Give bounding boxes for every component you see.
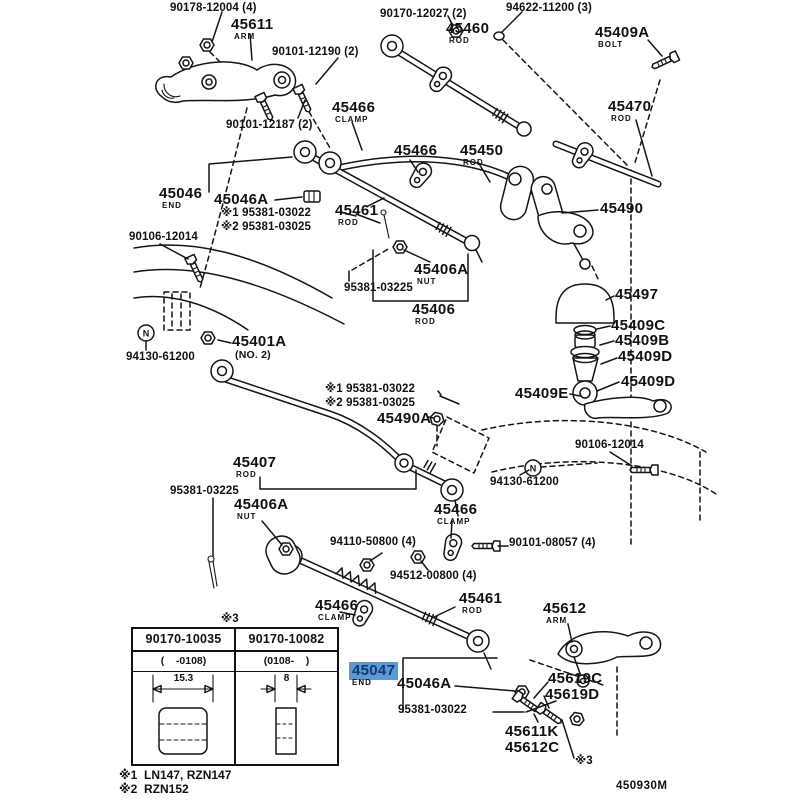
part-sublabel: ROD bbox=[338, 218, 359, 228]
dimension-value: 8 bbox=[283, 673, 290, 684]
part-number: 45612 bbox=[543, 600, 587, 617]
part-number: 45407 bbox=[233, 454, 277, 471]
part-number: 45409B bbox=[615, 332, 670, 349]
part-label[interactable] bbox=[221, 207, 311, 219]
part-number: 45466 bbox=[434, 501, 478, 518]
part-number: 45046 bbox=[159, 185, 203, 202]
part-label[interactable] bbox=[126, 351, 195, 363]
part-label[interactable] bbox=[272, 46, 359, 58]
part-number: 90101-12190 (2) bbox=[272, 46, 359, 58]
footnotes bbox=[119, 768, 231, 796]
part-label[interactable] bbox=[490, 476, 559, 488]
part-sublabel: ROD bbox=[611, 114, 632, 124]
part-number: 45409E bbox=[515, 385, 569, 402]
part-label[interactable] bbox=[543, 601, 586, 626]
part-number: 94110-50800 (4) bbox=[330, 536, 416, 548]
part-number: 45461 bbox=[335, 202, 379, 219]
part-sublabel: ROD bbox=[462, 606, 483, 616]
part-label[interactable] bbox=[330, 536, 416, 548]
part-label[interactable] bbox=[595, 25, 649, 50]
part-label[interactable] bbox=[509, 537, 596, 549]
part-sublabel: NUT bbox=[417, 277, 437, 287]
part-number: 95381-03225 bbox=[344, 282, 413, 294]
part-sublabel: ROD bbox=[236, 470, 257, 480]
table-part-number[interactable]: 90170-10035 bbox=[133, 629, 234, 652]
part-label[interactable] bbox=[575, 755, 593, 767]
part-number: 90101-08057 (4) bbox=[509, 537, 596, 549]
part-sublabel: END bbox=[162, 201, 182, 211]
part-label-highlighted[interactable] bbox=[349, 663, 398, 688]
table-part-number[interactable]: 90170-10082 bbox=[236, 629, 337, 652]
part-number: 90170-12027 (2) bbox=[380, 8, 467, 20]
part-label[interactable] bbox=[608, 99, 651, 124]
part-number: ※3 bbox=[575, 755, 593, 767]
part-label[interactable] bbox=[505, 724, 559, 740]
part-label[interactable] bbox=[380, 8, 467, 20]
part-number: 45619D bbox=[545, 686, 600, 703]
applicability-table bbox=[131, 627, 339, 766]
part-label[interactable] bbox=[434, 502, 477, 527]
part-number: 45611K bbox=[505, 723, 559, 740]
part-sublabel: NUT bbox=[237, 512, 257, 522]
nut-drawing bbox=[236, 672, 336, 762]
part-number: 90178-12004 (4) bbox=[170, 2, 257, 14]
drawing-number: 450930M bbox=[616, 780, 668, 792]
part-number: 90106-12014 bbox=[129, 231, 198, 243]
part-sublabel: ROD bbox=[463, 158, 484, 168]
part-number: 45406A bbox=[234, 496, 289, 513]
part-label[interactable] bbox=[335, 203, 378, 228]
part-label[interactable] bbox=[460, 143, 503, 168]
part-number: 90106-12014 bbox=[575, 439, 644, 451]
part-number: ※1 95381-03022 bbox=[221, 207, 311, 219]
part-number: 45409D bbox=[621, 373, 676, 390]
part-label[interactable] bbox=[545, 687, 599, 703]
part-number: ※1 95381-03022 bbox=[325, 383, 415, 395]
part-label[interactable] bbox=[325, 397, 415, 409]
part-number: 95381-03022 bbox=[398, 704, 467, 716]
part-number: 45619C bbox=[548, 670, 603, 687]
part-sublabel: ROD bbox=[449, 36, 470, 46]
part-label[interactable] bbox=[226, 119, 313, 131]
part-number: 45409D bbox=[618, 348, 673, 365]
part-number: 45450 bbox=[460, 142, 504, 159]
part-label[interactable] bbox=[231, 17, 273, 42]
part-label[interactable] bbox=[344, 282, 413, 294]
part-number: 45409A bbox=[595, 24, 650, 41]
part-sublabel: CLAMP bbox=[335, 115, 369, 125]
part-label[interactable] bbox=[398, 704, 467, 716]
part-sublabel: BOLT bbox=[598, 40, 624, 50]
part-label[interactable] bbox=[397, 676, 451, 692]
part-label[interactable] bbox=[412, 302, 455, 327]
part-label[interactable] bbox=[621, 374, 675, 390]
nut-drawing-cell bbox=[236, 672, 337, 764]
part-number: ※2 95381-03025 bbox=[325, 397, 415, 409]
part-label[interactable] bbox=[377, 411, 431, 427]
part-label[interactable] bbox=[414, 262, 468, 287]
part-sublabel: CLAMP bbox=[437, 517, 471, 527]
table-column bbox=[236, 629, 337, 764]
part-label[interactable] bbox=[170, 2, 257, 14]
part-label[interactable] bbox=[390, 570, 477, 582]
part-number: 45406 bbox=[412, 301, 456, 318]
part-number: 95381-03225 bbox=[170, 485, 239, 497]
part-number: 94130-61200 bbox=[490, 476, 559, 488]
part-label[interactable] bbox=[221, 221, 311, 233]
part-number: 45406A bbox=[414, 261, 469, 278]
part-label[interactable] bbox=[233, 455, 276, 480]
part-number: ※2 95381-03025 bbox=[221, 221, 311, 233]
part-number: 94130-61200 bbox=[126, 351, 195, 363]
part-sublabel: (NO. 2) bbox=[235, 349, 271, 362]
footnote: ※1 LN147, RZN147 bbox=[119, 768, 232, 782]
part-sublabel: CLAMP bbox=[318, 613, 352, 623]
part-label[interactable] bbox=[214, 192, 268, 208]
part-label[interactable] bbox=[325, 383, 415, 395]
part-number: 45461 bbox=[459, 590, 503, 607]
part-label[interactable] bbox=[315, 598, 358, 623]
part-sublabel: END bbox=[352, 678, 372, 688]
part-label[interactable] bbox=[234, 497, 288, 522]
part-label[interactable] bbox=[332, 100, 375, 125]
part-number: 45460 bbox=[446, 20, 490, 37]
part-label[interactable] bbox=[446, 21, 489, 46]
svg-text:N: N bbox=[529, 463, 537, 474]
nut-drawing-cell bbox=[133, 672, 234, 764]
part-sublabel: ARM bbox=[234, 32, 256, 42]
part-label[interactable] bbox=[515, 386, 569, 402]
part-number: 45490A bbox=[377, 410, 432, 427]
part-label[interactable] bbox=[159, 186, 202, 211]
part-label[interactable] bbox=[615, 333, 669, 349]
part-label[interactable] bbox=[600, 201, 643, 217]
table-date-range: (0108- ) bbox=[236, 652, 337, 672]
part-number: 45046A bbox=[397, 675, 452, 692]
part-number: 45470 bbox=[608, 98, 652, 115]
part-label[interactable] bbox=[575, 439, 644, 451]
part-number: 90101-12187 (2) bbox=[226, 119, 313, 131]
nut-drawing bbox=[133, 672, 233, 762]
part-number: 45612C bbox=[505, 739, 560, 756]
table-column bbox=[133, 629, 236, 764]
part-number: 94622-11200 (3) bbox=[506, 2, 592, 14]
part-label[interactable] bbox=[232, 334, 286, 362]
part-number: 45046A bbox=[214, 191, 269, 208]
part-number: 45466 bbox=[315, 597, 359, 614]
part-number: 45401A bbox=[232, 333, 287, 350]
part-label[interactable] bbox=[618, 349, 672, 365]
svg-text:N: N bbox=[142, 328, 150, 339]
part-label[interactable] bbox=[129, 231, 198, 243]
part-label[interactable] bbox=[170, 485, 239, 497]
part-label[interactable] bbox=[506, 2, 592, 14]
part-label[interactable] bbox=[615, 287, 658, 303]
part-number: 45490 bbox=[600, 200, 644, 217]
part-label[interactable] bbox=[459, 591, 502, 616]
part-label[interactable] bbox=[394, 143, 437, 159]
part-number: 45466 bbox=[332, 99, 376, 116]
part-number: 45466 bbox=[394, 142, 438, 159]
part-sublabel: ARM bbox=[546, 616, 568, 626]
part-number: 45047 bbox=[349, 662, 398, 680]
part-label[interactable] bbox=[221, 613, 239, 625]
part-number: 45409C bbox=[611, 317, 666, 334]
part-label[interactable] bbox=[505, 740, 559, 756]
part-number: 45497 bbox=[615, 286, 659, 303]
part-number: 94512-00800 (4) bbox=[390, 570, 477, 582]
footnote: ※2 RZN152 bbox=[119, 782, 189, 796]
table-date-range: ( -0108) bbox=[133, 652, 234, 672]
part-number: ※3 bbox=[221, 613, 239, 625]
part-number: 45611 bbox=[231, 16, 274, 33]
part-sublabel: ROD bbox=[415, 317, 436, 327]
dimension-value: 15.3 bbox=[173, 673, 194, 684]
part-label[interactable] bbox=[548, 671, 602, 687]
